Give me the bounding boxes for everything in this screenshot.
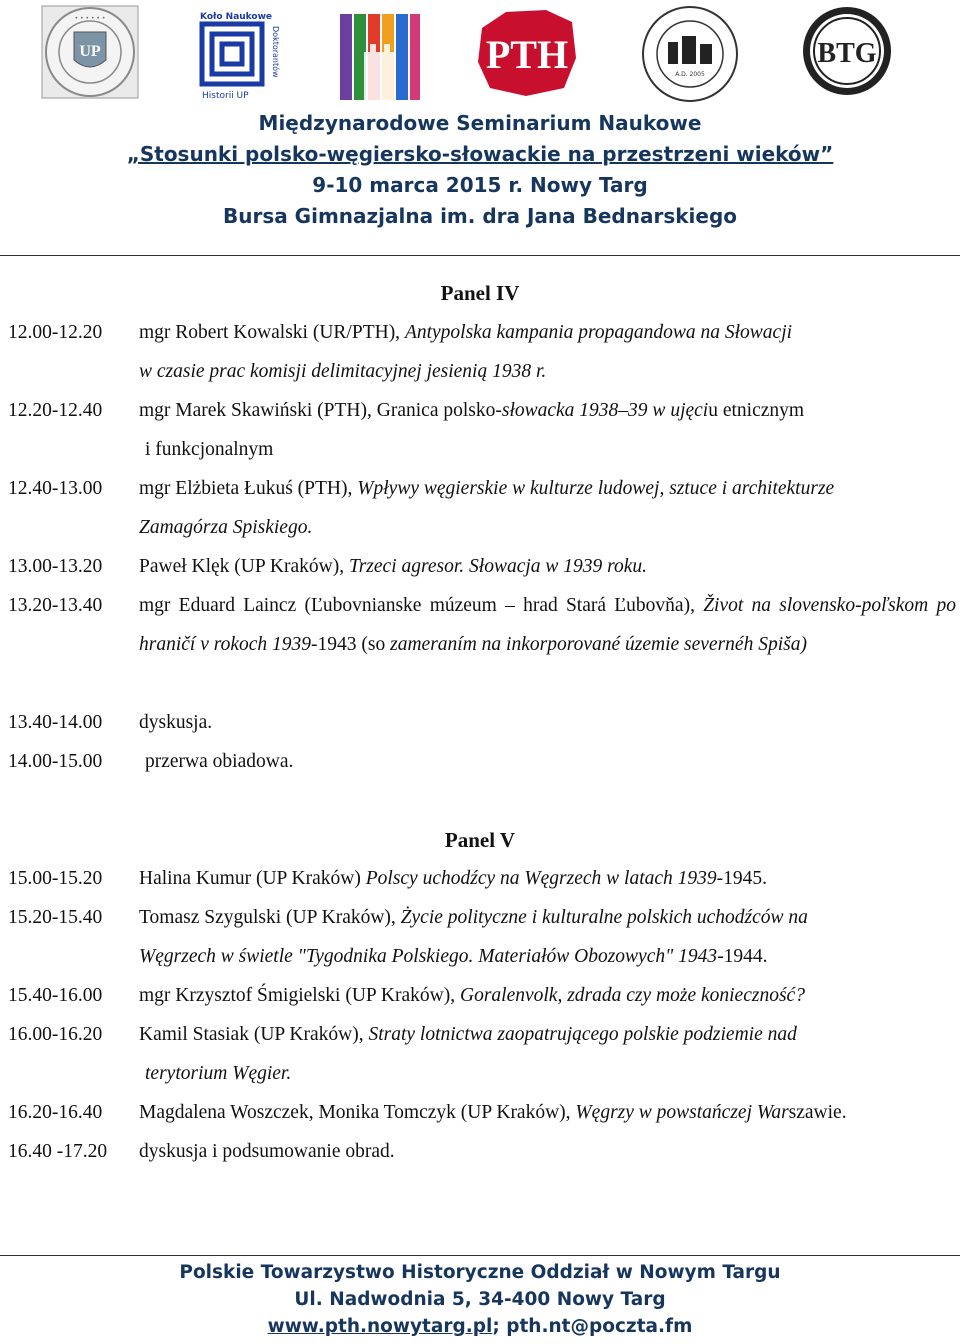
entry-title-tail: -1945. [716, 868, 768, 889]
program-entry [8, 469, 956, 547]
entry-author: Halina Kumur (UP Kraków) [139, 868, 366, 889]
footer [0, 1259, 960, 1340]
program-entry [8, 1093, 956, 1132]
entry-title: Goralenvolk, zdrada czy może konieczność? [459, 985, 805, 1006]
entry-time: 12.00-12.20 [8, 322, 103, 343]
panel-4-title: Panel IV [440, 281, 520, 305]
kolo-line2: Historii UP [202, 91, 249, 100]
pth-nt-year: A.D. 2005 [675, 71, 705, 78]
entry-title-tail: szawie. [788, 1102, 847, 1123]
logo-bar [0, 0, 960, 108]
entry-author: Kamil Stasiak (UP Kraków), [139, 1024, 369, 1045]
header-divider [0, 255, 960, 256]
entry-time: 16.20-16.40 [8, 1102, 103, 1123]
entry-time: 16.00-16.20 [8, 1024, 103, 1045]
entry-author: mgr Robert Kowalski (UR/PTH), [139, 322, 405, 343]
program-entry [8, 703, 956, 742]
entry-text: dyskusja i podsumowanie obrad. [139, 1141, 395, 1162]
entry-author: mgr Elżbieta Łukuś (PTH), [139, 478, 358, 499]
entry-title: Węgrzy w powstańczej War [575, 1102, 789, 1123]
entry-time: 13.00-13.20 [8, 556, 103, 577]
entry-title-mid: -1943 (so [311, 634, 391, 655]
entry-title: Życie polityczne i kulturalne polskich uchodźców na [400, 907, 808, 928]
up-logo-text: UP [79, 43, 101, 60]
entry-time: 12.40-13.00 [8, 478, 103, 499]
kolo-side: Doktorantów [271, 26, 280, 78]
entry-title-cont: i funkcjonalnym [145, 439, 274, 460]
program-entry [8, 742, 956, 781]
footer-separator: ; [492, 1316, 507, 1337]
program-entry [8, 391, 956, 469]
entry-title: Wpływy węgierskie w kulturze ludowej, sztuce i architekturze [357, 478, 835, 499]
entry-author: Magdalena Woszczek, Monika Tomczyk (UP Kraków), [139, 1102, 576, 1123]
program-entry [8, 313, 956, 391]
entry-title-tail: u etnicznym [708, 400, 805, 421]
entry-title: słowacka 1938–39 w ujęci [501, 400, 709, 421]
entry-title-cont: Zamagórza Spiskiego. [139, 517, 313, 538]
footer-address: Ul. Nadwodnia 5, 34-400 Nowy Targ [294, 1289, 666, 1310]
entry-title-cont: Węgrzech w świetle "Tygodnika Polskiego. Materiałów Obozowych" 1943 [139, 946, 718, 967]
seminar-header [0, 108, 960, 232]
footer-website-link[interactable]: www.pth.nowytarg.pl [267, 1316, 493, 1337]
entry-title: Straty lotnictwa zaopatrującego polskie podziemie nad [368, 1024, 797, 1045]
entry-author: Paweł Klęk (UP Kraków), [139, 556, 349, 577]
program-entry [8, 1015, 956, 1093]
entry-author: mgr Eduard Laincz (Ľubovnianske múzeum – hrad Stará Ľubovňa), [139, 595, 704, 616]
entry-time: 15.20-15.40 [8, 907, 103, 928]
entry-time: 15.40-16.00 [8, 985, 103, 1006]
seminar-title: „Stosunki polsko-węgiersko-słowackie na przestrzeni wieków” [126, 142, 834, 166]
program-entry [8, 859, 956, 898]
panel-5-title: Panel V [444, 828, 516, 852]
entry-time: 14.00-15.00 [8, 751, 103, 772]
entry-title: Polscy uchodźcy na Węgrzech w latach 1939 [365, 868, 717, 889]
entry-author: mgr Krzysztof Śmigielski (UP Kraków), [139, 985, 460, 1006]
program-entry [8, 898, 956, 976]
footer-divider [0, 1255, 960, 1256]
entry-time: 12.20-12.40 [8, 400, 103, 421]
program-entry [8, 586, 956, 664]
program-entry [8, 547, 956, 586]
entry-title-cont: w czasie prac komisji delimitacyjnej jesienią 1938 r. [139, 361, 547, 382]
pth-logo [476, 8, 578, 98]
pth-nowy-targ-logo [640, 4, 740, 104]
entry-author: mgr Marek Skawiński (PTH), Granica polsko- [139, 400, 502, 421]
entry-text: dyskusja. [139, 712, 213, 733]
pth-logo-text: PTH [485, 32, 569, 77]
entry-title: Trzeci agresor. Słowacja w 1939 roku. [348, 556, 648, 577]
entry-time: 13.20-13.40 [8, 595, 103, 616]
kolo-naukowe-logo [198, 8, 280, 100]
entry-time: 16.40 -17.20 [8, 1141, 108, 1162]
program-entry [8, 976, 956, 1015]
kolo-line1: Koło Naukowe [200, 12, 273, 22]
entry-title: Život na slovensko-poľskom po hraničí v rokoch 1939 [139, 595, 956, 655]
entry-title: Antypolska kampania propagandowa na Słowacji [404, 322, 793, 343]
seminar-venue: Bursa Gimnazjalna im. dra Jana Bednarskiego [222, 204, 738, 228]
city-logo [340, 14, 420, 100]
entry-title-cont: terytorium Węgier. [145, 1063, 292, 1084]
entry-time: 13.40-14.00 [8, 712, 103, 733]
entry-author: Tomasz Szygulski (UP Kraków), [139, 907, 401, 928]
program-entry [8, 1132, 956, 1171]
entry-title-tail: zameraním na inkorporované územie severnéh Spiša) [390, 634, 807, 655]
footer-email[interactable]: pth.nt@poczta.fm [506, 1316, 693, 1337]
entry-text: przerwa obiadowa. [145, 751, 294, 772]
svg-text:• • • • • •: • • • • • • [74, 15, 106, 22]
entry-title-tail: -1944. [717, 946, 768, 967]
entry-time: 15.00-15.20 [8, 868, 103, 889]
header-line-1: Międzynarodowe Seminarium Naukowe [258, 111, 702, 135]
seminar-date-place: 9-10 marca 2015 r. Nowy Targ [312, 173, 648, 197]
btg-logo [800, 4, 894, 98]
footer-organization: Polskie Towarzystwo Historyczne Oddział w Nowym Targu [179, 1262, 781, 1283]
btg-logo-text: BTG [817, 38, 877, 69]
up-logo [40, 4, 140, 100]
